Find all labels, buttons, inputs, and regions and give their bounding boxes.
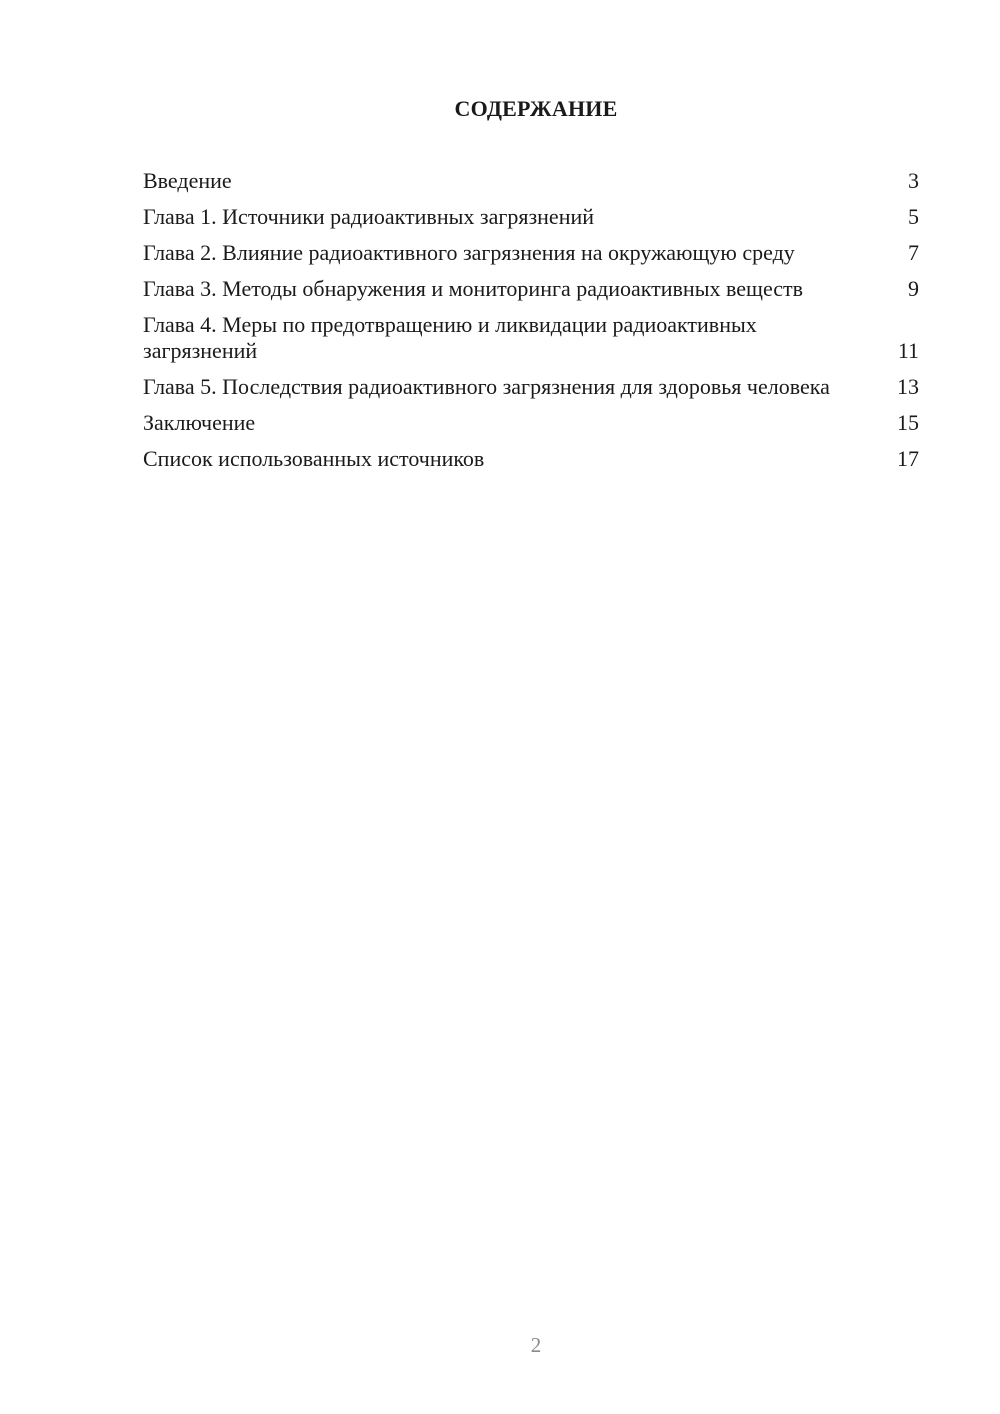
- toc-entry-page: 3: [908, 168, 919, 193]
- toc-entry-page: 7: [908, 240, 919, 265]
- toc-entry-title: Введение: [143, 168, 232, 193]
- toc-entry-title: Глава 3. Методы обнаружения и мониторинга радиоактивных веществ: [143, 276, 804, 301]
- toc-entry-chapter-1[interactable]: [143, 204, 919, 230]
- toc-entry-page: 11: [897, 338, 919, 363]
- toc-entry-conclusion[interactable]: [143, 410, 919, 436]
- toc-entry-page: 17: [897, 446, 919, 471]
- toc-entry-chapter-2[interactable]: [143, 240, 919, 266]
- toc-entry-title: Глава 2. Влияние радиоактивного загрязнения на окружающую среду: [143, 240, 795, 265]
- toc-entry-references[interactable]: [143, 446, 919, 472]
- toc-entry-page: 9: [908, 276, 919, 301]
- toc-entry-chapter-5[interactable]: [143, 374, 919, 400]
- toc-entry-page: 13: [897, 374, 919, 399]
- toc-entry-chapter-4[interactable]: [143, 312, 919, 364]
- toc-entry-page: 5: [908, 204, 919, 229]
- toc-entry-title: Глава 1. Источники радиоактивных загрязнений: [143, 204, 595, 229]
- page-number: 2: [530, 1333, 542, 1357]
- toc-entry-title: Заключение: [143, 410, 256, 435]
- toc-entry-title: Глава 4. Меры по предотвращению и ликвидации радиоактивных загрязнений: [143, 312, 757, 363]
- toc-entry-chapter-3[interactable]: [143, 276, 919, 302]
- toc-entry-title: Глава 5. Последствия радиоактивного загрязнения для здоровья человека: [143, 374, 830, 399]
- toc-entry-introduction[interactable]: [143, 168, 919, 194]
- toc-entry-title: Список использованных источников: [143, 446, 485, 471]
- toc-entry-page: 15: [897, 410, 919, 435]
- page-title: СОДЕРЖАНИЕ: [454, 96, 618, 121]
- table-of-contents: [143, 168, 919, 482]
